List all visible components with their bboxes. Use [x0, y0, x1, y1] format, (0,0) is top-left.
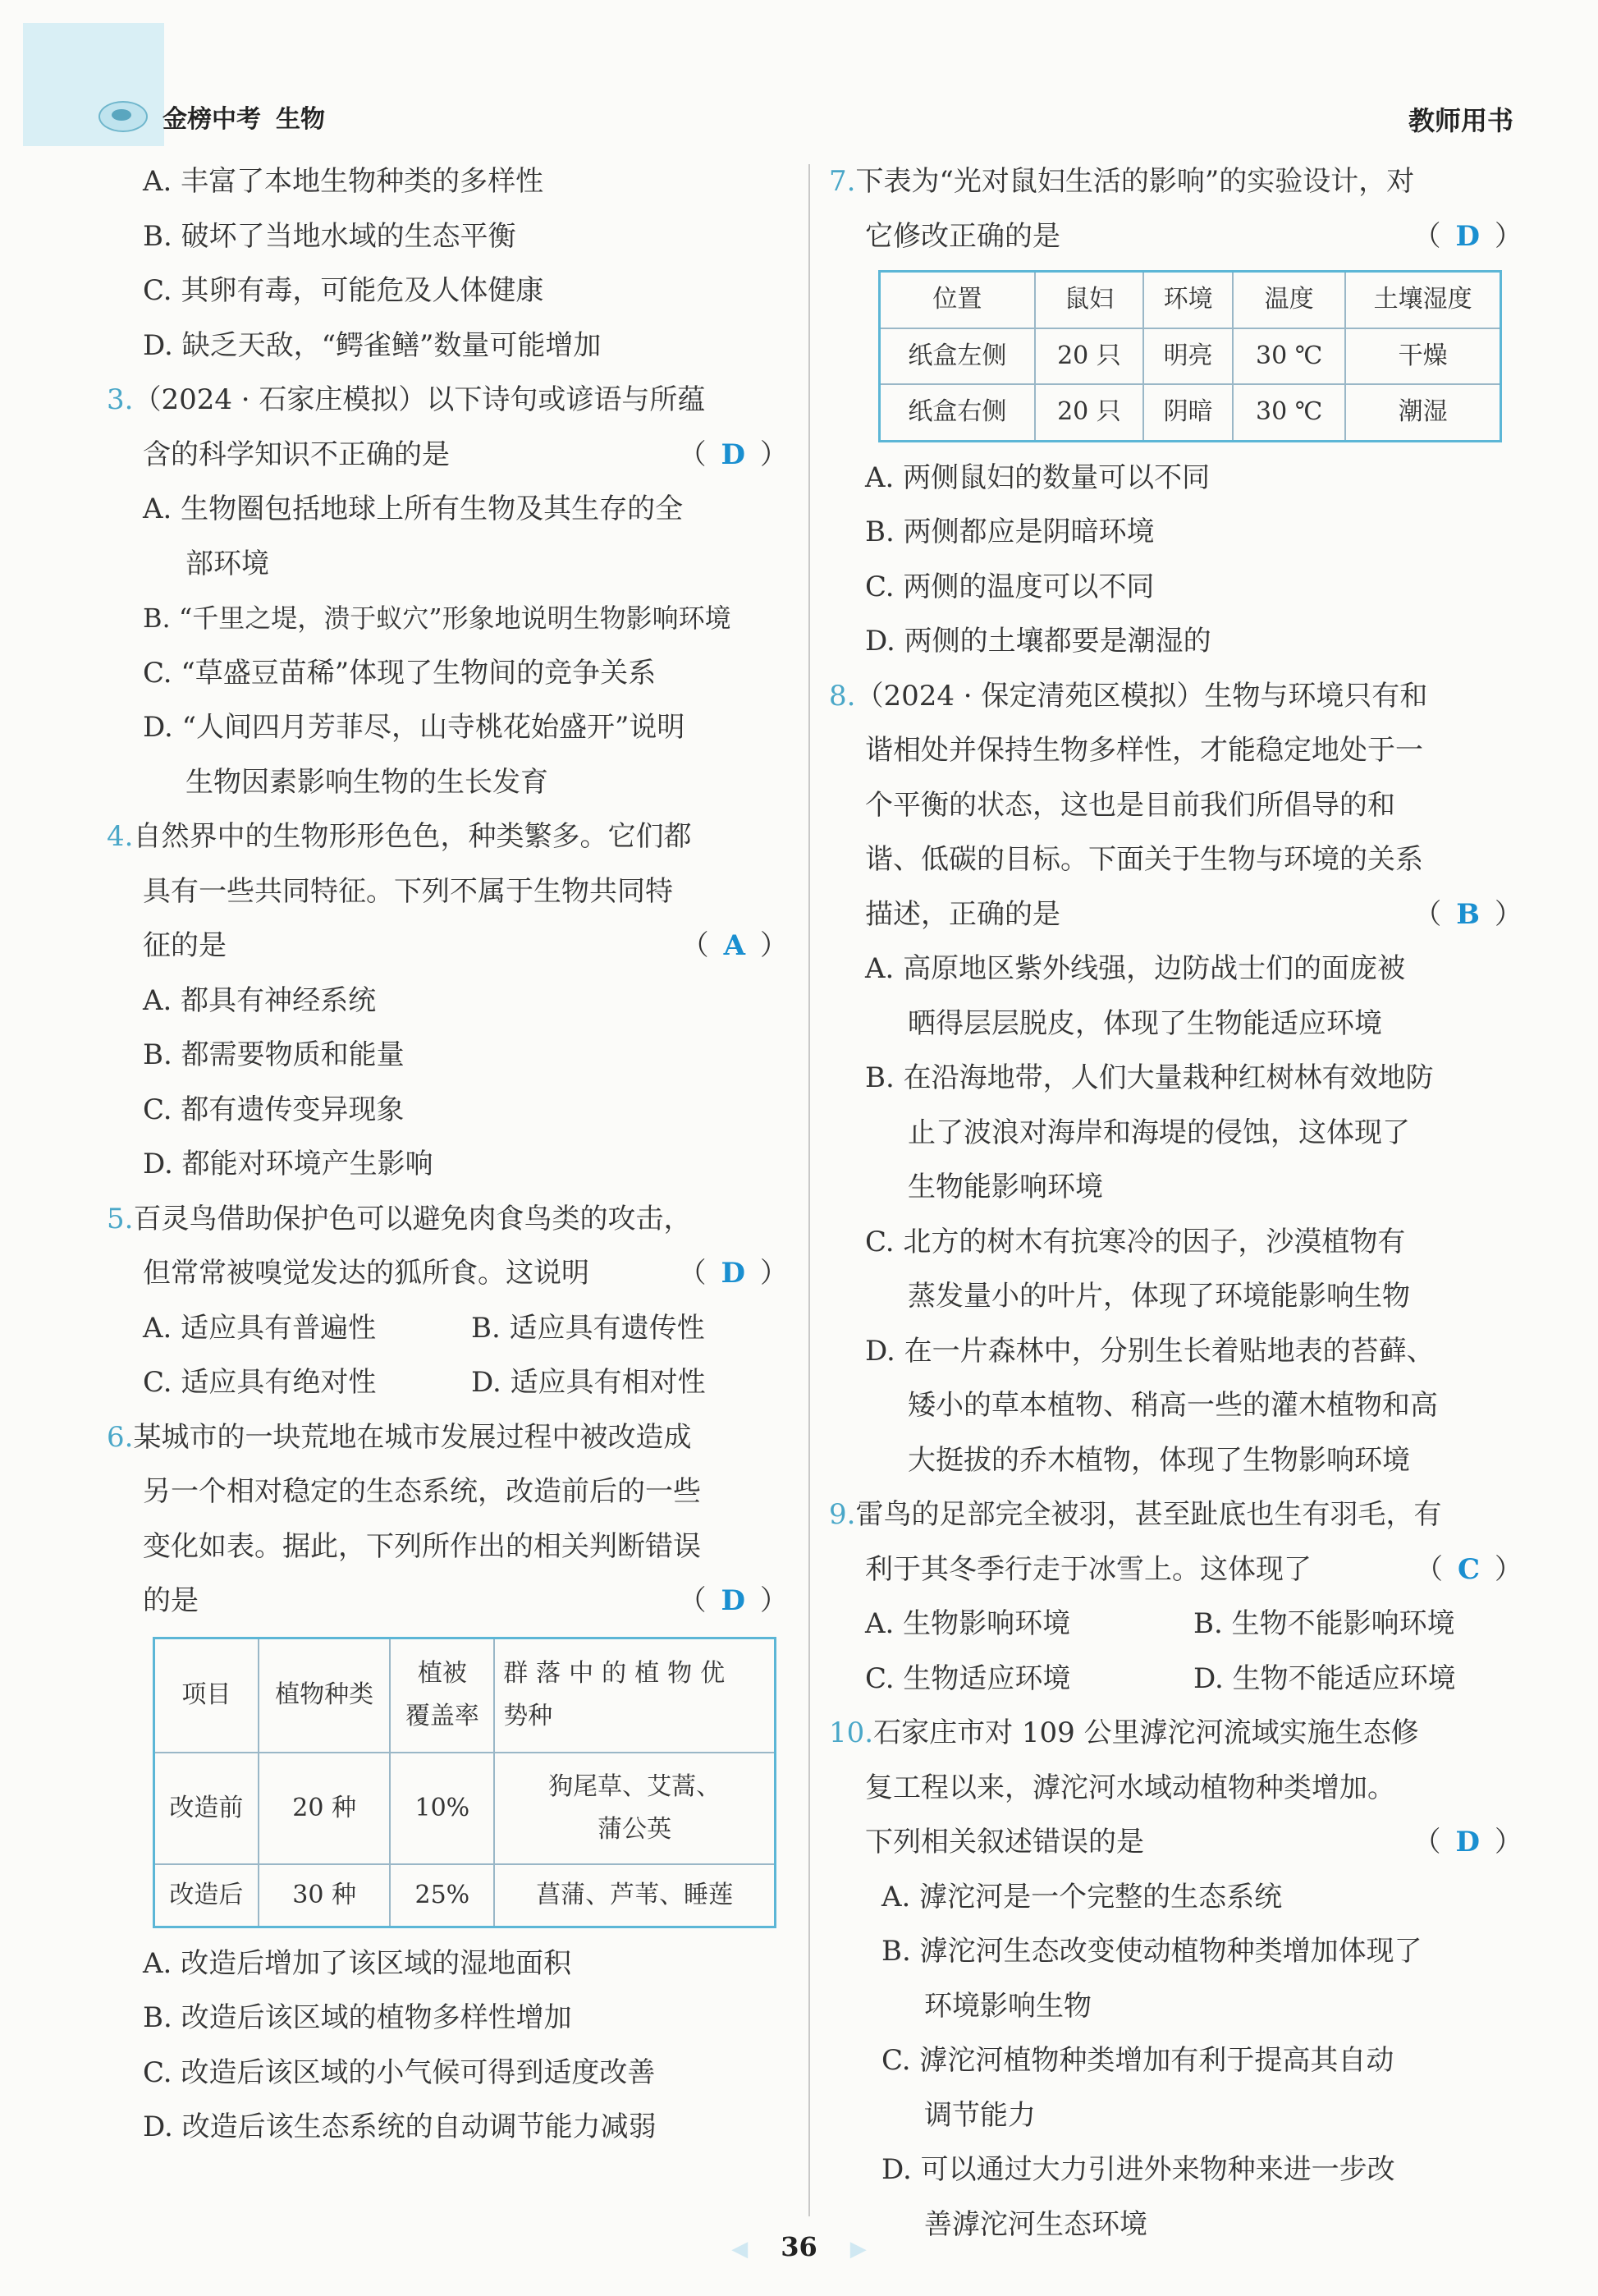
- q6-table: 项目 植物种类 植被 覆盖率 群落中的植物优 势种 改造前 20 种 10% 狗尾草、艾蒿、 蒲公英 改造后 30 种 25% 菖蒲、芦苇、睡莲: [153, 1637, 776, 1928]
- q8-answer: （ B ）: [1413, 897, 1522, 931]
- q4-option-b: B. 都需要物质和能量: [143, 1038, 405, 1071]
- q6-option-c: C. 改造后该区域的小气候可得到适度改善: [143, 2055, 656, 2089]
- q4-option-c: C. 都有遗传变异现象: [143, 1093, 405, 1126]
- right-column: 7.下表为“光对鼠妇生活的影响”的实验设计，对 它修改正确的是 （ D ） 位置 鼠妇 环境 温度 土壤湿度 纸盒左侧 20 只 明亮 30 ℃ 干燥 纸盒右侧 20 只 阴暗 30 ℃ 潮湿 A. 两侧鼠妇的数量可以不同 B. 两侧都应是阴暗环境 C. 两侧的温度可以不同 D. 两侧的土壤都要是潮湿的 8.（2024 · 保定清苑区模拟）生物与环境只有和 谐相处并保持生物多样性，才能稳定地处于一 个平衡的状态，这也是目前我们所倡导的和 谐、低碳的目标。下面关于生物与环境的关系 描述，正确的是 （ B ） A. 高原地区紫外线强，边防战士们的面庞被 晒得层层脱皮，体现了生物能适应环境 B. 在沿海地带，人们大量栽种红树林有效地防 止了波浪对海岸和海堤的侵蚀，这体现了 生物能影响环境 C. 北方的树木有抗寒冷的因子，沙漠植物有 蒸发量小的叶片，体现了环境能影响生物 D. 在一片森林中，分别生长着贴地表的苔藓、 矮小的草本植物、稍高一些的灌木植物和高 大挺拔的乔木植物，体现了生物影响环境 9.雷鸟的足部完全被羽，甚至趾底也生有羽毛，有 利于其冬季行走于冰雪上。这体现了 （ C ） A. 生物影响环境 B. 生物不能影响环境 C. 生物适应环境 D. 生物不能适应环境 10.石家庄市对 109 公里滹沱河流域实施生态修 复工程以来，滹沱河水域动植物种类增加。 下列相关叙述错误的是 （ D ） A. 滹沱河是一个完整的生态系统 B. 滹沱河生态改变使动植物种类增加体现了 环境影响生物 C. 滹沱河植物种类增加有利于提高其自动 调节能力 D. 可以通过大力引进外来物种来进一步改 善滹沱河生态环境: [829, 154, 1522, 2252]
- q7-table: 位置 鼠妇 环境 温度 土壤湿度 纸盒左侧 20 只 明亮 30 ℃ 干燥 纸盒右侧 20 只 阴暗 30 ℃ 潮湿: [878, 270, 1502, 442]
- q10-option-b: B. 滹沱河生态改变使动植物种类增加体现了: [881, 1935, 1422, 1968]
- q5-stem: 5.百灵鸟借助保护色可以避免肉食鸟类的攻击，: [107, 1202, 692, 1235]
- q4-option-d: D. 都能对环境产生影响: [143, 1148, 433, 1180]
- q8-stem: 8.（2024 · 保定清苑区模拟）生物与环境只有和: [829, 679, 1428, 713]
- q9-answer: （ C ）: [1414, 1552, 1522, 1586]
- q8-option-c: C. 北方的树木有抗寒冷的因子，沙漠植物有: [865, 1225, 1406, 1258]
- q2-option-b: B. 破坏了当地水域的生态平衡: [143, 219, 516, 253]
- q6-option-b: B. 改造后该区域的植物多样性增加: [143, 2001, 572, 2034]
- q2-option-a: A. 丰富了本地生物种类的多样性: [143, 165, 544, 198]
- q10-answer: （ D ）: [1413, 1826, 1522, 1858]
- q5-answer: （ D ）: [678, 1257, 788, 1290]
- q4-stem: 4.自然界中的生物形形色色，种类繁多。它们都: [107, 820, 692, 853]
- q7-option-a: A. 两侧鼠妇的数量可以不同: [865, 461, 1211, 494]
- q9-option-c: C. 生物适应环境: [865, 1661, 1071, 1695]
- q3-answer: （ D ）: [678, 438, 788, 471]
- left-column: A. 丰富了本地生物种类的多样性 B. 破坏了当地水域的生态平衡 C. 其卵有毒，可能危及人体健康 D. 缺乏天敌，“鳄雀鳝”数量可能增加 3.（2024 · 石家庄模拟）以下诗句或谚语与所蕴 含的科学知识不正确的是 （ D ） A. 生物圈包括地球上所有生物及其生存的全 部环境 B. “千里之堤，溃于蚁穴”形象地说明生物影响环境 C. “草盛豆苗稀”体现了生物间的竞争关系 D. “人间四月芳菲尽，山寺桃花始盛开”说明 生物因素影响生物的生长发育 4.自然界中的生物形形色色，种类繁多。它们都 具有一些共同特征。下列不属于生物共同特 征的是 （ A ） A. 都具有神经系统 B. 都需要物质和能量 C. 都有遗传变异现象 D. 都能对环境产生影响 5.百灵鸟借助保护色可以避免肉食鸟类的攻击， 但常常被嗅觉发达的狐所食。这说明 （ D ） A. 适应具有普遍性 B. 适应具有遗传性 C. 适应具有绝对性 D. 适应具有相对性 6.某城市的一块荒地在城市发展过程中被改造成 另一个相对稳定的生态系统，改造前后的一些 变化如表。据此，下列所作出的相关判断错误 的是 （ D ） 项目 植物种类 植被 覆盖率 群落中的植物优 势种 改造前 20 种 10% 狗尾草、艾蒿、 蒲公英 改造后 30 种 25% 菖蒲、芦苇、睡莲 A. 改造后增加了该区域的湿地面积 B. 改造后该区域的植物多样性增加 C. 改造后该区域的小气候可得到适度改善 D. 改造后该生态系统的自动调节能力减弱: [107, 154, 788, 2155]
- q3-option-c: C. “草盛豆苗稀”体现了生物间的竞争关系: [143, 656, 657, 690]
- q9-option-d: D. 生物不能适应环境: [1193, 1661, 1456, 1695]
- prev-arrow-icon: ◀: [731, 2237, 749, 2262]
- q10-option-d: D. 可以通过大力引进外来物种来进一步改: [881, 2153, 1395, 2186]
- q3-option-a: A. 生物圈包括地球上所有生物及其生存的全: [143, 493, 684, 525]
- q6-option-a: A. 改造后增加了该区域的湿地面积: [143, 1946, 572, 1980]
- q4-option-a: A. 都具有神经系统: [143, 983, 377, 1017]
- q2-option-d: D. 缺乏天敌，“鳄雀鳝”数量可能增加: [143, 328, 602, 362]
- q5-option-b: B. 适应具有遗传性: [471, 1311, 705, 1345]
- q5-option-c: C. 适应具有绝对性: [143, 1366, 377, 1399]
- q3-option-b: B. “千里之堤，溃于蚁穴”形象地说明生物影响环境: [143, 603, 731, 634]
- q5-option-a: A. 适应具有普遍性: [143, 1311, 377, 1345]
- q8-option-d: D. 在一片森林中，分别生长着贴地表的苔藓、: [865, 1334, 1435, 1368]
- q7-option-d: D. 两侧的土壤都要是潮湿的: [865, 625, 1211, 658]
- q6-stem: 6.某城市的一块荒地在城市发展过程中被改造成: [107, 1420, 692, 1454]
- q9-stem: 9.雷鸟的足部完全被羽，甚至趾底也生有羽毛，有: [829, 1498, 1442, 1531]
- q10-stem: 10.石家庄市对 109 公里滹沱河流域实施生态修: [829, 1716, 1419, 1749]
- q9-option-b: B. 生物不能影响环境: [1193, 1607, 1455, 1640]
- page-footer: [0, 2231, 1598, 2262]
- subject-name: 生物: [276, 105, 325, 134]
- brand-name: 金榜中考: [163, 105, 261, 134]
- next-arrow-icon: ▶: [849, 2237, 867, 2262]
- q2-option-c: C. 其卵有毒，可能危及人体健康: [143, 274, 544, 307]
- q10-option-a: A. 滹沱河是一个完整的生态系统: [881, 1880, 1283, 1913]
- q5-option-d: D. 适应具有相对性: [471, 1366, 706, 1399]
- page-number: 36: [781, 2231, 817, 2262]
- q7-option-c: C. 两侧的温度可以不同: [865, 570, 1155, 603]
- q6-answer: （ D ）: [678, 1584, 788, 1617]
- q7-stem: 7.下表为“光对鼠妇生活的影响”的实验设计，对: [829, 165, 1415, 198]
- q4-answer: （ A ）: [680, 929, 788, 962]
- q6-option-d: D. 改造后该生态系统的自动调节能力减弱: [143, 2110, 657, 2143]
- column-divider: [808, 164, 810, 2216]
- brand-logo-icon: [98, 101, 148, 132]
- q7-answer: （ D ）: [1413, 219, 1522, 253]
- q3-stem: 3.（2024 · 石家庄模拟）以下诗句或谚语与所蕴: [107, 383, 706, 416]
- q9-option-a: A. 生物影响环境: [865, 1607, 1071, 1640]
- q3-option-d: D. “人间四月芳菲尽，山寺桃花始盛开”说明: [143, 711, 685, 744]
- header-right: 教师用书: [1408, 105, 1513, 136]
- q3-number: 3.: [107, 383, 134, 416]
- q8-option-a: A. 高原地区紫外线强，边防战士们的面庞被: [865, 952, 1406, 985]
- q8-option-b: B. 在沿海地带，人们大量栽种红树林有效地防: [865, 1061, 1434, 1094]
- q7-option-b: B. 两侧都应是阴暗环境: [865, 516, 1155, 548]
- header-left: [98, 99, 325, 135]
- q10-option-c: C. 滹沱河植物种类增加有利于提高其自动: [881, 2044, 1394, 2077]
